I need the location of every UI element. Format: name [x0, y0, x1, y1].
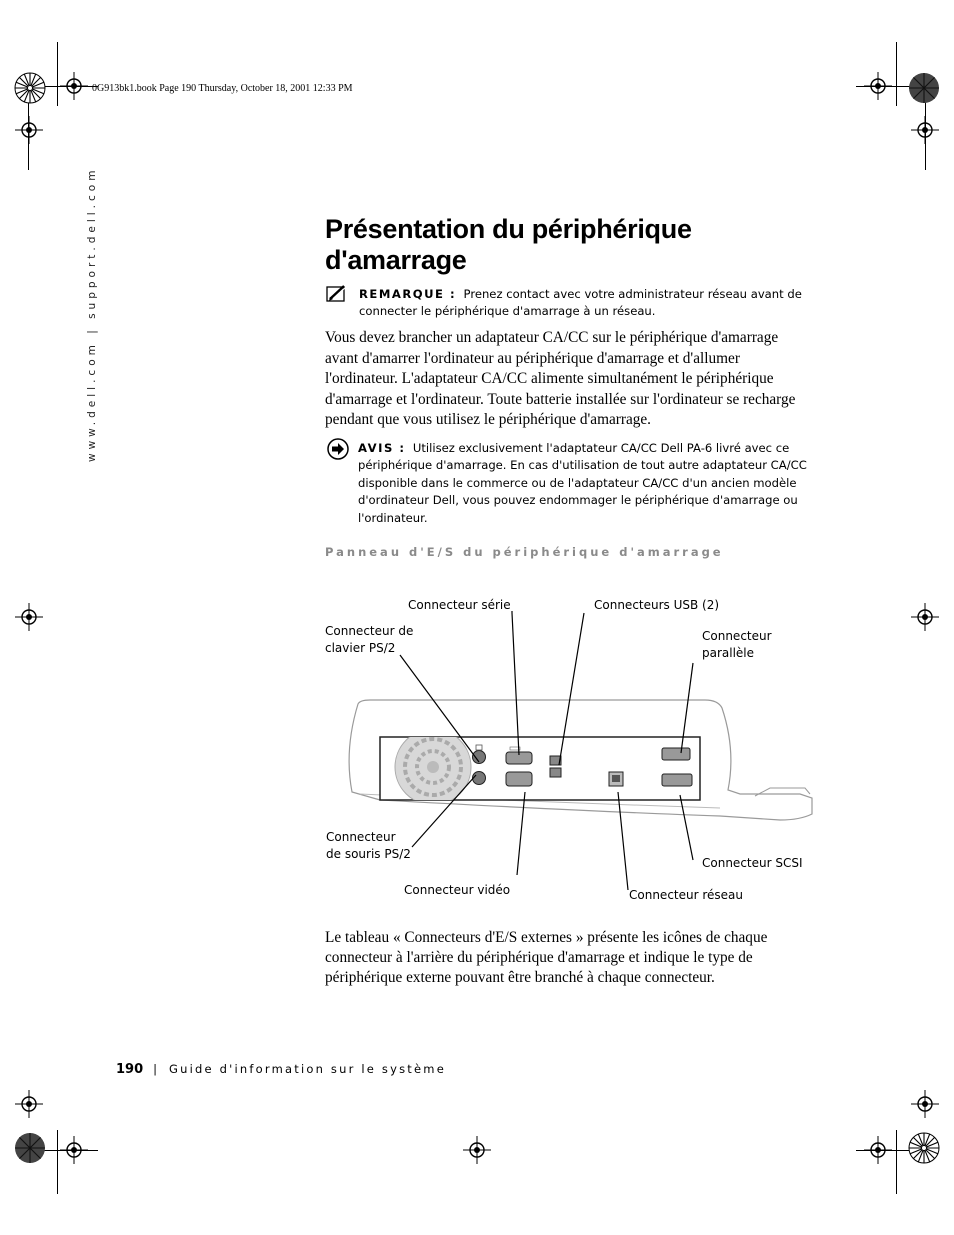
notice-label: AVIS :: [358, 441, 406, 455]
callout-video-connector: Connecteur vidéo: [404, 883, 511, 897]
callout-leader-lines: [380, 605, 720, 905]
sidebar-url: www.dell.com | support.dell.com: [86, 166, 98, 462]
registration-crosshair-icon: [911, 116, 939, 144]
page-number: 190: [116, 1062, 144, 1077]
registration-starburst-icon: [908, 1132, 940, 1164]
callout-keyboard-line2: clavier PS/2: [325, 641, 396, 655]
callout-serial-connector: Connecteur série: [408, 598, 511, 612]
registration-crosshair-icon: [911, 603, 939, 631]
notice-arrow-icon: [327, 438, 349, 460]
callout-mouse-connector: [326, 829, 411, 863]
registration-starburst-icon: [908, 72, 940, 104]
notice-block: [358, 440, 814, 527]
footer-separator: |: [153, 1062, 158, 1076]
callout-keyboard-connector: [325, 623, 413, 657]
registration-starburst-icon: [14, 1132, 46, 1164]
registration-crosshair-icon: [864, 72, 892, 100]
callout-mouse-line1: Connecteur: [326, 830, 396, 844]
callout-parallel-line2: parallèle: [702, 646, 755, 660]
note-text: Prenez contact avec votre administrateur réseau avant de connecter le périphérique d'amarrage à un réseau.: [359, 287, 802, 318]
callout-scsi-connector: Connecteur SCSI: [702, 856, 803, 870]
page-title: Présentation du périphérique d'amarrage: [325, 214, 692, 275]
intro-paragraph: Vous devez brancher un adaptateur CA/CC sur le périphérique d'amarrage avant d'amarrer l'ordinateur au périphérique d'amarrage et d'allumer l'ordinateur. L'adaptateur CA/CC alimente simultanément le périphérique d'amarrage et l'ordinateur. Toute batterie installée sur l'ordinateur se recharge pendant que vous utilisez le périphérique d'amarrage.: [325, 329, 796, 428]
figure-caption: Panneau d'E/S du périphérique d'amarrage: [325, 545, 724, 559]
callout-mouse-line2: de souris PS/2: [326, 847, 411, 861]
note-block: [359, 286, 809, 320]
callout-network-connector: Connecteur réseau: [629, 888, 743, 902]
footer-guide-title: Guide d'information sur le système: [169, 1062, 446, 1076]
registration-crosshair-icon: [911, 1090, 939, 1118]
registration-crosshair-icon: [864, 1136, 892, 1164]
registration-crosshair-icon: [60, 72, 88, 100]
registration-crosshair-icon: [463, 1136, 491, 1164]
callout-parallel-line1: Connecteur: [702, 629, 772, 643]
notice-text: Utilisez exclusivement l'adaptateur CA/CC Dell PA-6 livré avec ce périphérique d'amarrage. En cas d'utilisation de tout autre adaptateur CA/CC disponible dans le commerce ou de l'adaptateur CA/CC d'un ancien modèle d'ordinateur Dell, vous pouvez endommager le périphérique d'amarrage ou l'ordinateur.: [358, 441, 807, 525]
registration-crosshair-icon: [15, 603, 43, 631]
page-footer: [116, 1062, 446, 1077]
note-label: REMARQUE :: [359, 287, 457, 301]
callout-usb-connectors: Connecteurs USB (2): [594, 598, 720, 612]
table-intro-paragraph: Le tableau « Connecteurs d'E/S externes » présente les icônes de chaque connecteur à l'arrière du périphérique d'amarrage et indique le type de périphérique externe pouvant être branché à chaque connecteur.: [325, 929, 768, 986]
registration-crosshair-icon: [60, 1136, 88, 1164]
callout-keyboard-line1: Connecteur de: [325, 624, 414, 638]
registration-crosshair-icon: [15, 1090, 43, 1118]
book-page-header: 0G913bk1.book Page 190 Thursday, October 18, 2001 12:33 PM: [92, 83, 353, 94]
registration-crosshair-icon: [15, 116, 43, 144]
callout-parallel-connector: [702, 628, 772, 662]
registration-starburst-icon: [14, 72, 46, 104]
note-pencil-icon: [326, 285, 348, 303]
